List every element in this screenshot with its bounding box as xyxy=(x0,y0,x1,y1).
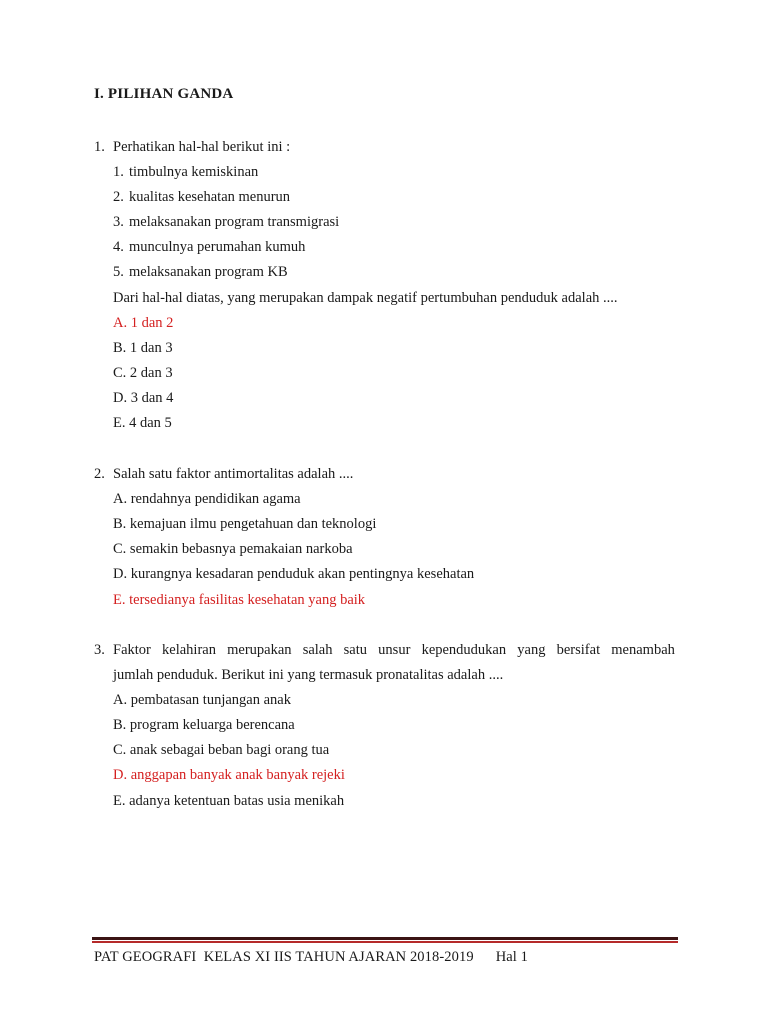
list-item-number: 1. xyxy=(113,164,124,180)
question-stem: Perhatikan hal-hal berikut ini : xyxy=(113,139,291,155)
question-stem-line-1: Faktor kelahiran merupakan salah satu unsur kependudukan yang bersifat menambah xyxy=(113,642,675,658)
option-c: C. semakin bebasnya pemakaian narkoba xyxy=(113,541,353,557)
question-stem-line-2: jumlah penduduk. Berikut ini yang termasuk pronatalitas adalah .... xyxy=(113,667,504,683)
option-e: E. 4 dan 5 xyxy=(113,415,172,431)
question-stem: Salah satu faktor antimortalitas adalah .... xyxy=(113,466,354,482)
option-b: B. kemajuan ilmu pengetahuan dan teknologi xyxy=(113,516,377,532)
option-c: C. anak sebagai beban bagi orang tua xyxy=(113,742,330,758)
option-d: D. 3 dan 4 xyxy=(113,390,174,406)
option-e: E. adanya ketentuan batas usia menikah xyxy=(113,793,345,809)
footer-rule-accent xyxy=(92,941,678,943)
question-text: Dari hal-hal diatas, yang merupakan dampak negatif pertumbuhan penduduk adalah .... xyxy=(113,290,618,306)
question-number: 1. xyxy=(94,139,105,155)
list-item: melaksanakan program KB xyxy=(129,264,288,280)
list-item: melaksanakan program transmigrasi xyxy=(129,214,340,230)
list-item-number: 4. xyxy=(113,239,124,255)
footer-title: PAT GEOGRAFI KELAS XI IIS TAHUN AJARAN 2018-2019 xyxy=(94,949,474,965)
list-item: timbulnya kemiskinan xyxy=(129,164,259,180)
option-a: A. pembatasan tunjangan anak xyxy=(113,692,291,708)
question-number: 2. xyxy=(94,466,105,482)
list-item-number: 5. xyxy=(113,264,124,280)
option-a-answer: A. 1 dan 2 xyxy=(113,315,174,331)
list-item-number: 3. xyxy=(113,214,124,230)
option-b: B. program keluarga berencana xyxy=(113,717,295,733)
page-footer xyxy=(94,947,528,967)
list-item-number: 2. xyxy=(113,189,124,205)
option-e-answer: E. tersedianya fasilitas kesehatan yang baik xyxy=(113,592,366,608)
page-number: Hal 1 xyxy=(495,949,529,965)
option-a: A. rendahnya pendidikan agama xyxy=(113,491,301,507)
option-d-answer: D. anggapan banyak anak banyak rejeki xyxy=(113,767,345,783)
footer-rule xyxy=(92,937,678,940)
question-number: 3. xyxy=(94,642,105,658)
option-b: B. 1 dan 3 xyxy=(113,340,173,356)
list-item: munculnya perumahan kumuh xyxy=(129,239,306,255)
option-d: D. kurangnya kesadaran penduduk akan pentingnya kesehatan xyxy=(113,566,475,582)
list-item: kualitas kesehatan menurun xyxy=(129,189,291,205)
option-c: C. 2 dan 3 xyxy=(113,365,173,381)
section-title: I. PILIHAN GANDA xyxy=(94,86,234,102)
